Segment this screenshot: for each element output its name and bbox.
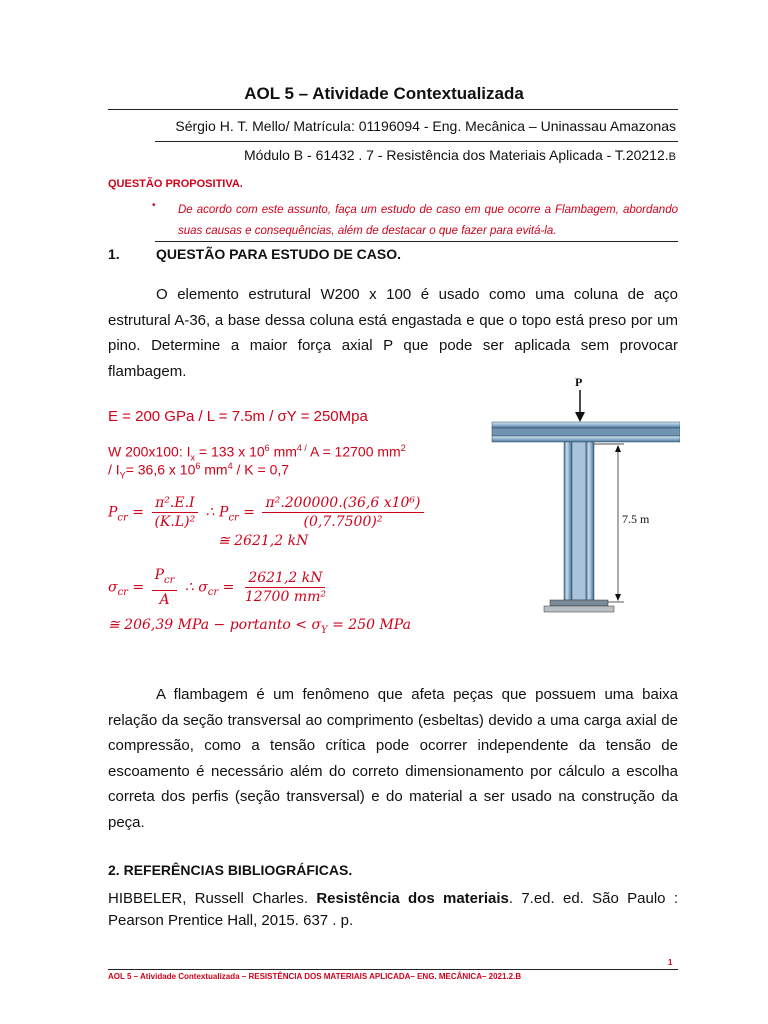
question-divider	[155, 241, 678, 242]
module-line-suffix: B	[668, 151, 676, 163]
title-divider	[108, 109, 678, 110]
buckling-paragraph: A flambagem é um fenômeno que afeta peças que possuem uma baixa relação da seção transversal ao comprimento (esbeltas) devido a uma carga axial de compressão, como a tensão crítica pode ocorrer independente da tensão de escoamento é necessário além do correto dimensionamento por cálculo a escolha correta dos perfis (seção transversal) e do material a ser usado na construção da peça.	[108, 686, 678, 831]
given-2d: A = 12700 mm	[306, 443, 401, 460]
dim-arrow-down-icon	[615, 594, 621, 601]
sigma-equals: =	[132, 579, 145, 596]
sigma-result-text: ≅ 206,39 MPa − portanto < σ	[108, 617, 322, 633]
reference-entry	[108, 888, 678, 932]
author-divider	[155, 141, 678, 142]
page-number: 1	[668, 958, 673, 967]
load-arrow-head-icon	[575, 412, 585, 422]
pcr-equals-2: =	[243, 504, 256, 521]
given-3b-sup: 6	[195, 461, 201, 471]
section-1-number: 1.	[108, 246, 120, 262]
sigma-num	[152, 566, 178, 591]
given-3a-sub: Y	[119, 470, 126, 481]
module-line	[244, 147, 676, 163]
pcr-fraction-2	[262, 494, 423, 531]
given-line-3	[108, 461, 289, 480]
given-2a: W 200x100: I	[108, 443, 191, 460]
column-figure	[488, 374, 680, 616]
pcr-lhs-2: P	[219, 504, 229, 521]
sigma-therefore: ∴	[184, 579, 194, 596]
sigma-num-2: 2621,2 kN	[245, 569, 325, 588]
sigma-equation	[108, 566, 332, 609]
column-left-flange	[564, 442, 572, 600]
ground-support	[544, 606, 614, 612]
pcr-num: π².E.I	[152, 494, 197, 513]
section-2-number: 2.	[108, 862, 120, 878]
given-3c-sup: 4	[227, 461, 233, 471]
given-2c-sup: 4 /	[296, 443, 307, 453]
sigma-sub: cr	[117, 587, 128, 599]
sigma-lhs-2: σ	[198, 579, 208, 596]
given-2b: = 133 x 10	[195, 443, 265, 460]
given-2b-sup: 6	[264, 443, 270, 453]
footer-text: AOL 5 – Atividade Contextualizada – RESISTÊNCIA DOS MATERIAIS APLICADA– ENG. MECÂNICA– 2021.2.B	[108, 972, 522, 981]
bullet-icon: •	[152, 200, 156, 211]
beam-web	[492, 428, 680, 436]
sigma-num-sub: cr	[164, 574, 175, 586]
reference-book: Resistência dos materiais	[316, 890, 509, 907]
pcr-therefore: ∴	[205, 504, 215, 521]
reference-rest: . 7.ed. ed. São Paulo : Pearson Prentice Hall, 2015. 637 . p.	[108, 890, 678, 929]
pcr-sub-2: cr	[228, 512, 239, 524]
sigma-num-p: P	[154, 567, 165, 583]
sigma-result-sub: Y	[321, 624, 328, 636]
sigma-equals-2: =	[222, 579, 235, 596]
reference-author: HIBBELER, Russell Charles.	[108, 890, 317, 907]
module-line-text: Módulo B - 61432 . 7 - Resistência dos Materiais Aplicada - T.20212.	[244, 147, 669, 163]
given-3a: / I	[108, 461, 120, 478]
sigma-den-2: 12700 mm²	[244, 588, 326, 605]
author-line: Sérgio H. T. Mello/ Matrícula: 01196094 - Eng. Mecânica – Uninassau Amazonas	[175, 118, 676, 134]
given-line-1: E = 200 GPa / L = 7.5m / σY = 250Mpa	[108, 408, 368, 425]
question-text: De acordo com este assunto, faça um estudo de caso em que ocorre a Flambagem, abordando suas causas e consequências, além de destacar o que fazer para evitá-la.	[178, 204, 678, 237]
pcr-equation	[108, 494, 427, 531]
beam-top-flange	[492, 422, 680, 428]
sigma-lhs: σ	[108, 579, 118, 596]
pcr-result: ≅ 2621,2 kN	[218, 533, 309, 549]
given-2a-sub: x	[190, 452, 195, 463]
sigma-result	[108, 617, 411, 636]
given-3c: mm	[200, 461, 228, 478]
column-web	[572, 442, 586, 600]
given-line-2	[108, 443, 406, 462]
question-label: QUESTÃO PROPOSITIVA.	[108, 178, 243, 190]
section-2-title: REFERÊNCIAS BIBLIOGRÁFICAS.	[123, 862, 353, 878]
pcr-lhs: P	[108, 504, 118, 521]
sigma-den: A	[159, 591, 170, 608]
given-2c: mm	[269, 443, 297, 460]
section-1-intro: O elemento estrutural W200 x 100 é usado como uma coluna de aço estrutural A-36, a base dessa coluna está engastada e que o topo está preso por um pino. Determine a maior força axial P que pode ser aplicada sem provocar flambagem.	[108, 286, 678, 380]
given-3b: = 36,6 x 10	[125, 461, 196, 478]
section-1-heading	[108, 246, 401, 262]
pcr-num-2: π².200000.(36,6 x10⁶)	[262, 494, 423, 513]
beam-bottom-flange	[492, 436, 680, 442]
base-plate	[550, 600, 608, 606]
sigma-sub-2: cr	[207, 587, 219, 599]
pcr-sub: cr	[117, 512, 128, 524]
section-2-heading	[108, 862, 352, 878]
sigma-fraction	[152, 566, 178, 609]
page-title: AOL 5 – Atividade Contextualizada	[244, 84, 524, 103]
pcr-equals: =	[132, 504, 144, 521]
sigma-result-end: = 250 MPa	[327, 617, 411, 633]
column-right-flange	[586, 442, 594, 600]
given-2d-sup: 2	[400, 443, 406, 453]
length-label: 7.5 m	[622, 512, 650, 526]
section-1-title: QUESTÃO PARA ESTUDO DE CASO.	[156, 246, 402, 262]
pcr-den: (K.L)²	[154, 514, 196, 530]
pcr-den-2: (0,7.7500)²	[303, 514, 383, 530]
dim-arrow-up-icon	[615, 445, 621, 452]
load-label: P	[575, 375, 583, 389]
footer-divider	[108, 969, 678, 970]
sigma-fraction-2	[242, 569, 329, 606]
given-3d: / K = 0,7	[232, 461, 290, 478]
pcr-fraction	[151, 494, 198, 531]
